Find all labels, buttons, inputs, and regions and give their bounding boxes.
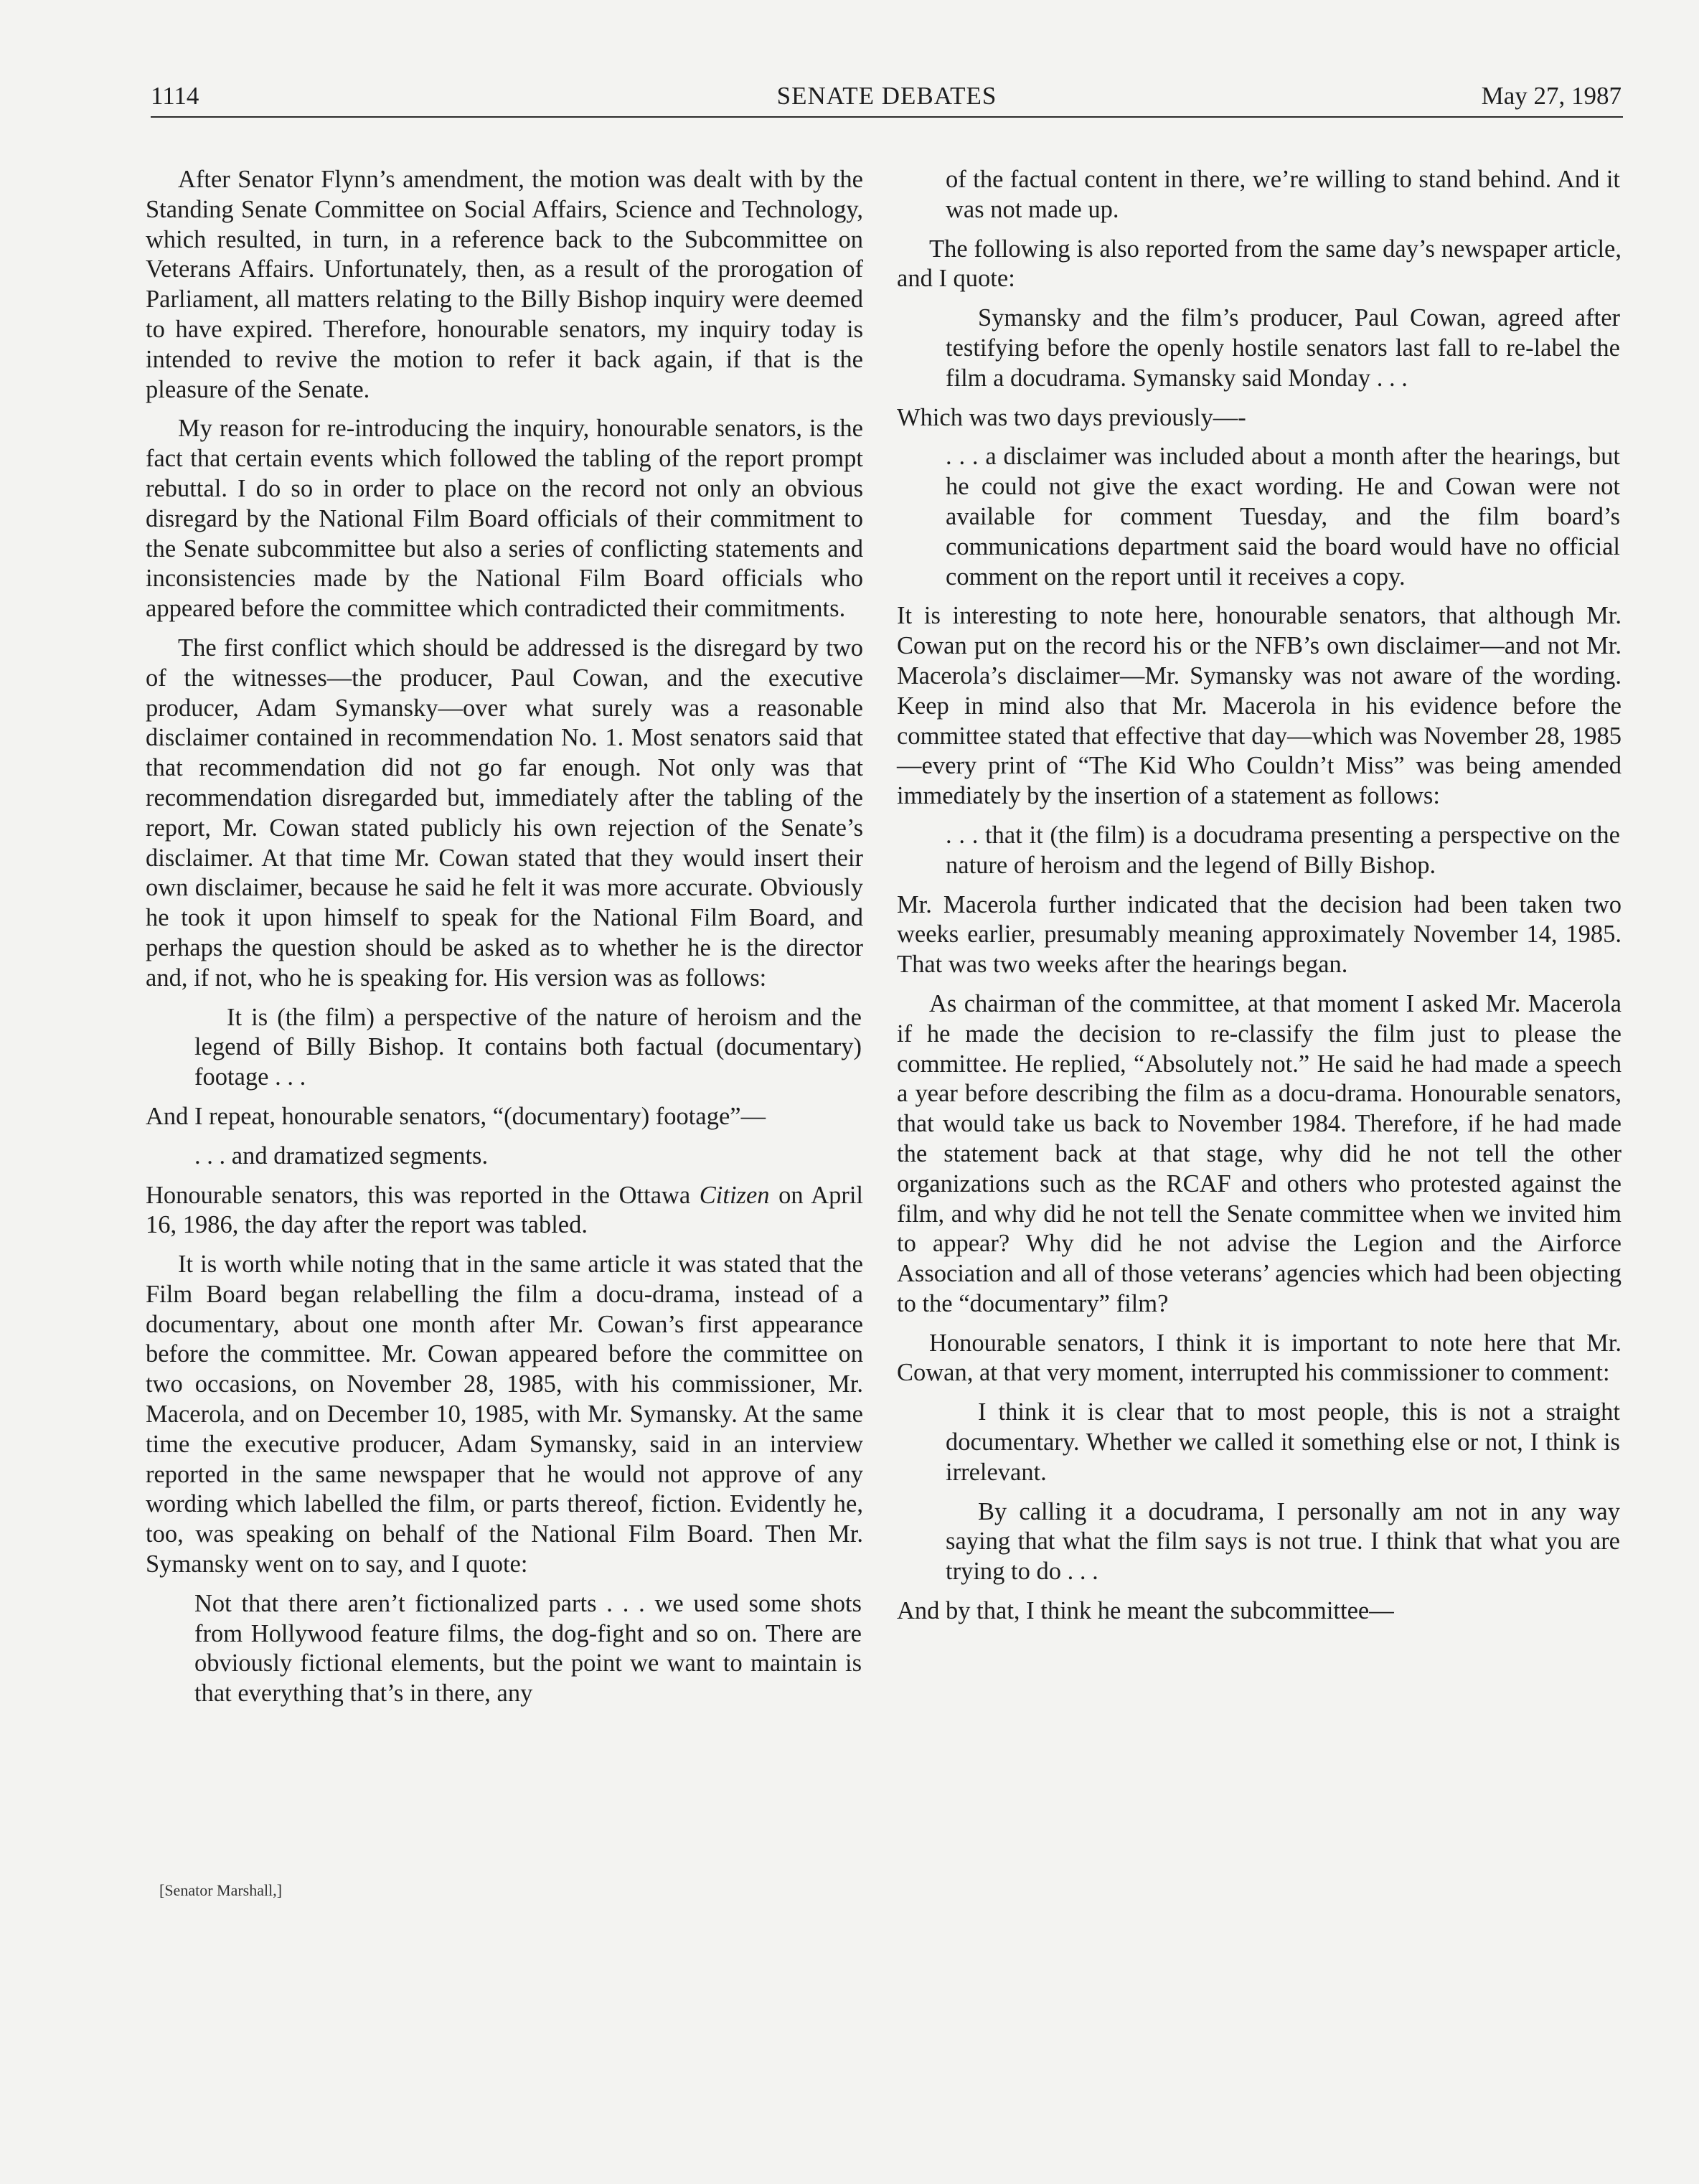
block-quote: It is (the film) a perspective of the nature of heroism and the legend of Billy Bishop. It contains both factual (documentary) footage . . . <box>194 1003 862 1091</box>
citizen-text-continued: on April 16, 1986, the day after the report was tabled. <box>146 1181 864 1239</box>
block-quote: . . . and dramatized segments. <box>194 1142 489 1169</box>
paragraph: As chairman of the committee, at that moment I asked Mr. Macerola if he made the decision to re-classify the film just to please the committee. He replied, “Absolutely not.” He said he had made a speech a year before describing the film as a docu-drama. Honourable senators, that would take us back to November 1984. Therefore, if he had made the statement back at that stage, why did he not tell the other organizations such as the RCAF and others who protested against the film, and why did he not tell the Senate committee when we invited him to appear? Why did he not advise the Legion and the Airforce Association and all of those veterans’ agencies which had been objecting to the “documentary” film? <box>897 989 1622 1317</box>
paragraph: After Senator Flynn’s amendment, the motion was dealt with by the Standing Senate Committee on Social Affairs, Science and Technology, which resulted, in turn, in a reference back to the Subcommittee on Veterans Affairs. Unfortunately, then, as a result of the prorogation of Parliament, all matters relating to the Billy Bishop inquiry were deemed to have expired. Therefore, honourable senators, my inquiry today is intended to revive the motion to refer it back again, if that is the pleasure of the Senate. <box>146 166 863 403</box>
page-header <box>151 80 1623 118</box>
paragraph: And I repeat, honourable senators, “(documentary) footage”— <box>146 1102 766 1130</box>
paragraph: It is worth while noting that in the same article it was stated that the Film Board began relabelling the film a docu-drama, instead of a documentary, about one month after Mr. Cowan’s first appearance before the committee. Mr. Cowan appeared before the committee on two occasions, on November 28, 1985, with his commissioner, Mr. Macerola, and on December 10, 1985, with Mr. Symansky. At the same time the executive producer, Adam Symansky, said in an interview reported in the same newspaper that he would not approve of any wording which labelled the film, or parts thereof, fiction. Evidently he, too, was speaking on behalf of the National Film Board. Then Mr. Symansky went on to say, and I quote: <box>146 1251 863 1578</box>
newspaper-name: Citizen <box>699 1181 770 1209</box>
paragraph: Mr. Macerola further indicated that the decision had been taken two weeks earlier, presumably meaning approximately November 14, 1985. That was two weeks after the hearings began. <box>897 890 1622 979</box>
block-quote: . . . that it (the film) is a docudrama presenting a perspective on the nature of heroism and the legend of Billy Bishop. <box>946 821 1620 879</box>
speaker-note: [Senator Marshall,] <box>159 1881 283 1899</box>
block-quote: I think it is clear that to most people, this is not a straight documentary. Whether we called it something else or not, I think is irrelevant. <box>946 1398 1620 1486</box>
paragraph: It is interesting to note here, honourable senators, that although Mr. Cowan put on the record his or the NFB’s own disclaimer—and not Mr. Macerola’s disclaimer—Mr. Symansky was not aware of the wording. Keep in mind also that Mr. Macerola in his evidence before the committee stated that effective that day—which was November 28, 1985—every print of “The Kid Who Couldn’t Miss” was being amended immediately by the insertion of a statement as follows: <box>897 602 1622 810</box>
block-quote: By calling it a docudrama, I personally am not in any way saying that what the film says is not true. I think that what you are trying to do . . . <box>946 1497 1620 1586</box>
block-quote: Symansky and the film’s producer, Paul Cowan, agreed after testifying before the openly hostile senators last fall to re-label the film a docudrama. Symansky said Monday . . . <box>946 304 1620 392</box>
citizen-text: Honourable senators, this was reported in the Ottawa <box>146 1181 700 1209</box>
paragraph: And by that, I think he meant the subcommittee— <box>897 1597 1394 1625</box>
paragraph: The following is also reported from the same day’s newspaper article, and I quote: <box>897 235 1622 293</box>
paragraph: The first conflict which should be addressed is the disregard by two of the witnesses—the producer, Paul Cowan, and the executive producer, Adam Symansky—over what surely was a reasonable disclaimer contained in recommendation No. 1. Most senators said that that recommendation did not go far enough. Not only was that recommendation disregarded but, immediately after the tabling of the report, Mr. Cowan stated publicly his own rejection of the Senate’s disclaimer. At that time Mr. Cowan stated that they would insert their own disclaimer, because he said he felt it was more accurate. Obviously he took it upon himself to speak for the National Film Board, and perhaps the question should be asked as to whether he is the director and, if not, who he is speaking for. His version was as follows: <box>146 634 863 992</box>
block-quote: . . . a disclaimer was included about a month after the hearings, but he could not give the exact wording. He and Cowan were not available for comment Tuesday, and the film board’s communications department said the board would have no official comment on the report until it receives a copy. <box>946 443 1620 590</box>
publication-title: SENATE DEBATES <box>776 82 997 110</box>
paragraph: Honourable senators, I think it is important to note here that Mr. Cowan, at that very moment, interrupted his commissioner to comment: <box>897 1329 1622 1387</box>
page-number: 1114 <box>151 82 199 110</box>
right-column <box>897 165 1622 1636</box>
paragraph: Which was two days previously—- <box>897 403 1246 431</box>
publication-date: May 27, 1987 <box>1481 82 1622 110</box>
paragraph-citizen <box>146 1181 863 1241</box>
paragraph: My reason for re-introducing the inquiry, honourable senators, is the fact that certain events which followed the tabling of the report prompt rebuttal. I do so in order to place on the record not only an obvious disregard by the National Film Board officials of their commitment to the Senate subcommittee but also a series of conflicting statements and inconsistencies made by the National Film Board officials who appeared before the committee which contradicted their commitments. <box>146 415 863 623</box>
block-quote: Not that there aren’t fictionalized parts . . . we used some shots from Hollywood feature films, the dog-fight and so on. There are obviously fictional elements, but the point we want to maintain is that everything that’s in there, any <box>194 1589 862 1708</box>
left-column <box>146 165 863 1718</box>
block-quote-continued: of the factual content in there, we’re willing to stand behind. And it was not made up. <box>946 166 1620 223</box>
